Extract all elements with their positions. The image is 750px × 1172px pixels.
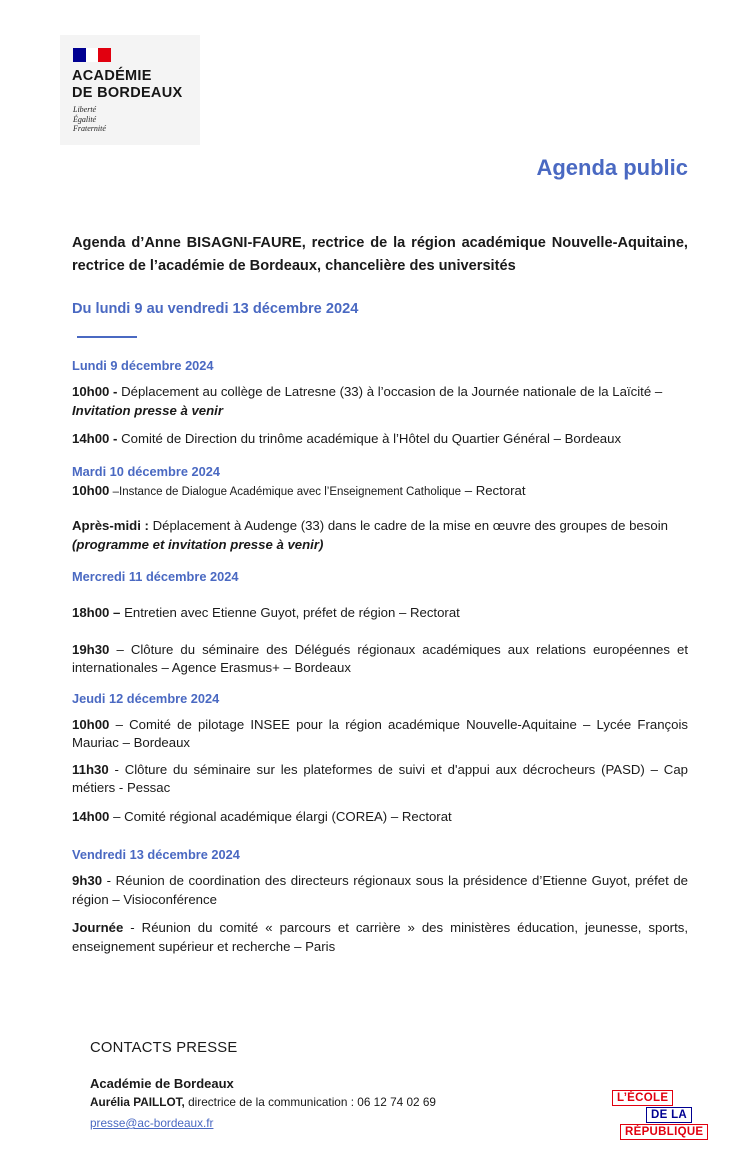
ecole-logo-line2: DE LA bbox=[646, 1107, 692, 1123]
contacts-title: CONTACTS PRESSE bbox=[90, 1040, 238, 1056]
entry-text: Déplacement à Audenge (33) dans le cadre de la mise en œuvre des groupes de besoin bbox=[148, 518, 668, 533]
divider bbox=[77, 336, 137, 338]
entry-text-small: –Instance de Dialogue Académique avec l’Enseignement Catholique bbox=[109, 485, 462, 498]
logo-name-line1: ACADÉMIE bbox=[72, 68, 152, 84]
day-heading: Lundi 9 décembre 2024 bbox=[72, 358, 214, 373]
agenda-entry bbox=[72, 482, 688, 502]
agenda-entry bbox=[72, 383, 688, 420]
motto-line3: Fraternité bbox=[73, 124, 106, 133]
entry-time: 10h00 bbox=[72, 482, 110, 498]
agenda-entry bbox=[72, 716, 688, 753]
entry-time: 19h30 bbox=[72, 641, 110, 657]
academie-logo bbox=[60, 35, 200, 145]
ecole-logo-line3: RÉPUBLIQUE bbox=[620, 1124, 708, 1140]
ecole-logo-line1: L’ÉCOLE bbox=[612, 1090, 673, 1106]
entry-text: – Comité de pilotage INSEE pour la région académique Nouvelle-Aquitaine – Lycée François Mauriac – Bordeaux bbox=[72, 716, 688, 750]
logo-name bbox=[72, 68, 182, 102]
logo-motto bbox=[73, 105, 106, 134]
entry-note: Invitation presse à venir bbox=[72, 402, 223, 418]
motto-line2: Égalité bbox=[73, 114, 97, 124]
contact-person bbox=[90, 1095, 436, 1109]
contact-org: Académie de Bordeaux bbox=[90, 1076, 234, 1091]
entry-time: Journée bbox=[72, 920, 124, 935]
day-heading: Jeudi 12 décembre 2024 bbox=[72, 690, 220, 706]
contact-email-link[interactable]: presse@ac-bordeaux.fr bbox=[90, 1116, 214, 1130]
entry-time: 10h00 - bbox=[72, 384, 118, 399]
french-flag-icon bbox=[73, 48, 111, 62]
entry-text: - Réunion de coordination des directeurs régionaux sous la présidence d’Etienne Guyot, préfet de région – Visioconférence bbox=[72, 873, 688, 907]
contact-name: Aurélia PAILLOT, bbox=[90, 1095, 185, 1109]
agenda-entry bbox=[72, 641, 688, 678]
entry-text: - Réunion du comité « parcours et carrière » des ministères éducation, jeunesse, sports, enseignement supérieur et recherche – Paris bbox=[72, 920, 688, 954]
ecole-republique-logo bbox=[612, 1090, 712, 1142]
contacts-section bbox=[90, 1040, 237, 1056]
day-heading: Mardi 10 décembre 2024 bbox=[72, 463, 220, 479]
entry-text: - Clôture du séminaire sur les plateformes de suivi et d'appui aux décrocheurs (PASD) – Cap métiers - Pessac bbox=[72, 761, 688, 795]
agenda-entry bbox=[72, 872, 688, 909]
entry-time: 18h00 – bbox=[72, 605, 121, 620]
agenda-entry bbox=[72, 517, 688, 554]
entry-text: Entretien avec Etienne Guyot, préfet de région – Rectorat bbox=[120, 605, 460, 620]
entry-note: (programme et invitation presse à venir) bbox=[72, 536, 324, 552]
agenda-entry bbox=[72, 761, 688, 798]
page-title: Agenda public bbox=[536, 155, 688, 180]
agenda-intro: Agenda d’Anne BISAGNI-FAURE, rectrice de la région académique Nouvelle-Aquitaine, rectrice de l’académie de Bordeaux, chancelière des universités bbox=[72, 235, 688, 274]
entry-time: 14h00 bbox=[72, 808, 110, 824]
agenda-entry bbox=[72, 430, 688, 449]
week-range: Du lundi 9 au vendredi 13 décembre 2024 bbox=[72, 301, 359, 317]
entry-text: – Comité régional académique élargi (COREA) – Rectorat bbox=[109, 808, 452, 824]
entry-time: 14h00 - bbox=[72, 431, 118, 446]
entry-text: Comité de Direction du trinôme académique à l’Hôtel du Quartier Général – Bordeaux bbox=[117, 431, 622, 446]
entry-time: 10h00 bbox=[72, 716, 110, 732]
agenda-entry bbox=[72, 919, 688, 956]
entry-time: Après-midi : bbox=[72, 518, 149, 533]
entry-text: – Clôture du séminaire des Délégués régionaux académiques aux relations européennes et internationales – Agence Erasmus+ – Bordeaux bbox=[72, 641, 688, 675]
agenda-entry bbox=[72, 604, 688, 623]
motto-line1: Liberté bbox=[73, 105, 97, 114]
day-heading: Vendredi 13 décembre 2024 bbox=[72, 847, 240, 862]
entry-text: – Rectorat bbox=[461, 482, 526, 498]
day-heading: Mercredi 11 décembre 2024 bbox=[72, 569, 239, 584]
entry-time: 9h30 bbox=[72, 873, 103, 888]
entry-time: 11h30 bbox=[72, 761, 109, 777]
logo-name-line2: DE BORDEAUX bbox=[72, 85, 183, 101]
entry-text: Déplacement au collège de Latresne (33) à l’occasion de la Journée nationale de la Laïcité – bbox=[117, 384, 663, 399]
contact-role: directrice de la communication : 06 12 74 02 69 bbox=[184, 1095, 436, 1109]
agenda-content bbox=[72, 357, 688, 956]
agenda-entry bbox=[72, 808, 688, 827]
